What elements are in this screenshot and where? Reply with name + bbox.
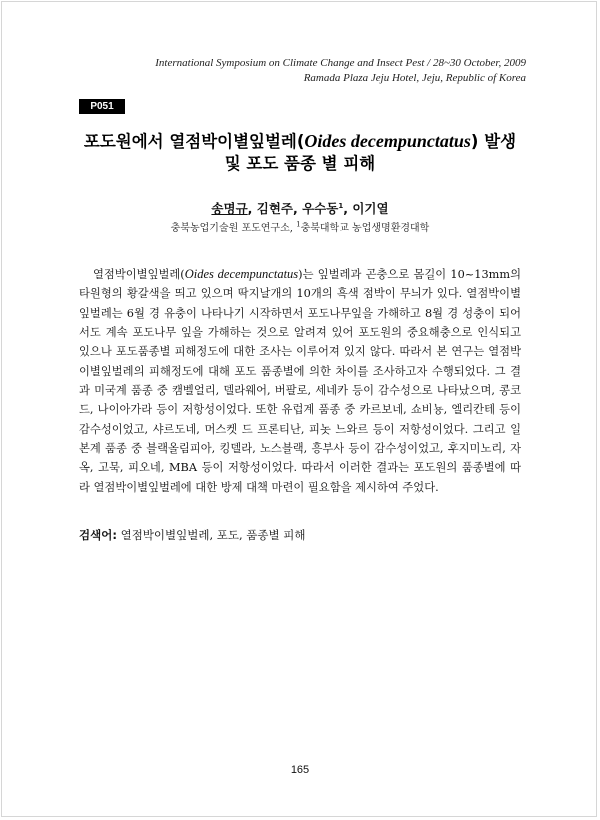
- conference-header-line1: International Symposium on Climate Change and Insect Pest / 28~30 October, 2009: [155, 57, 526, 69]
- title-part1: 포도원에서 열점박이별잎벌레(: [83, 132, 305, 151]
- abstract-pre: 열점박이별잎벌레(: [93, 268, 185, 281]
- affiliation-secondary: 충북대학교 농업생명환경대학: [300, 223, 430, 234]
- affiliation-mark: 1: [296, 220, 301, 229]
- author: 김현주: [256, 201, 293, 216]
- title-line1: [60, 130, 540, 153]
- affiliation-primary: 충북농업기술원 포도연구소,: [170, 223, 297, 234]
- author: 우수동: [302, 201, 339, 216]
- author-list: [60, 200, 540, 218]
- affiliation-mark: 1: [338, 201, 344, 210]
- author: 이기열: [352, 201, 389, 216]
- affiliation: [60, 222, 540, 236]
- conference-header-line2: Ramada Plaza Jeju Hotel, Jeju, Republic of Korea: [303, 72, 526, 84]
- author-separator: ,: [247, 201, 257, 216]
- author-presenter: 송명규: [211, 201, 248, 216]
- title-species: Oides decempunctatus: [304, 131, 471, 151]
- keywords: [79, 527, 306, 543]
- abstract-species: Oides decempunctatus: [184, 267, 299, 281]
- paper-title: [60, 130, 540, 175]
- abstract-body: [79, 265, 521, 497]
- author-separator: ,: [343, 201, 353, 216]
- title-part2: ) 발생: [470, 132, 517, 151]
- page-number: 165: [290, 764, 310, 776]
- author-separator: ,: [293, 201, 303, 216]
- keywords-label: 검색어:: [79, 528, 117, 542]
- abstract-text: )는 잎벌레과 곤충으로 몸길이 10~13mm의 타원형의 황갈색을 띄고 있으며 딱지날개의 10개의 흑색 점박이 무늬가 있다. 열점박이별잎벌레는 6월 경 유충이 나타나기 시작하면서 포도나무잎을 가해하고 8월 경 성충이 되어서도 계속 포도나무 잎을 가해하는 것으로 알려져 있어 포도원의 중요해충으로 인식되고 있으나 포도품종별 피해정도에 대한 조사는 이루어져 있지 않다. 따라서 본 연구는 열점박이별잎벌레의 피해정도에 대해 포도 품종별에 의한 차이를 조사하고자 수행되었다. 그 결과 미국계 품종 중 캠벨얼리, 델라웨어, 버팔로, 세네카 등이 감수성으로 나타났으며, 콩코드, 나이아가라 등이 저항성이었다. 또한 유럽계 품종 중 카르보네, 쇼비뇽, 엘리칸테 등이 감수성이었고, 샤르도네, 머스켓 드 프론티난, 피놋 느와르 등이 저항성이었다. 그리고 일본계 품종 중 블랙올림피아, 킹델라, 노스블랙, 흥부사 등이 감수성이었고, 후지미노리, 자옥, 고묵, 피오네, MBA 등이 저항성이었다. 따라서 이러한 결과는 포도원의 품종별에 따라 열점박이별잎벌레에 대한 방제 대책 마련이 필요함을 제시하여 주었다.: [79, 268, 521, 494]
- title-line2: 및 포도 품종 별 피해: [224, 154, 376, 173]
- keywords-text: 열점박이별잎벌레, 포도, 품종별 피해: [120, 528, 306, 542]
- paper-id-badge: P051: [79, 99, 125, 114]
- conference-header: [155, 56, 526, 86]
